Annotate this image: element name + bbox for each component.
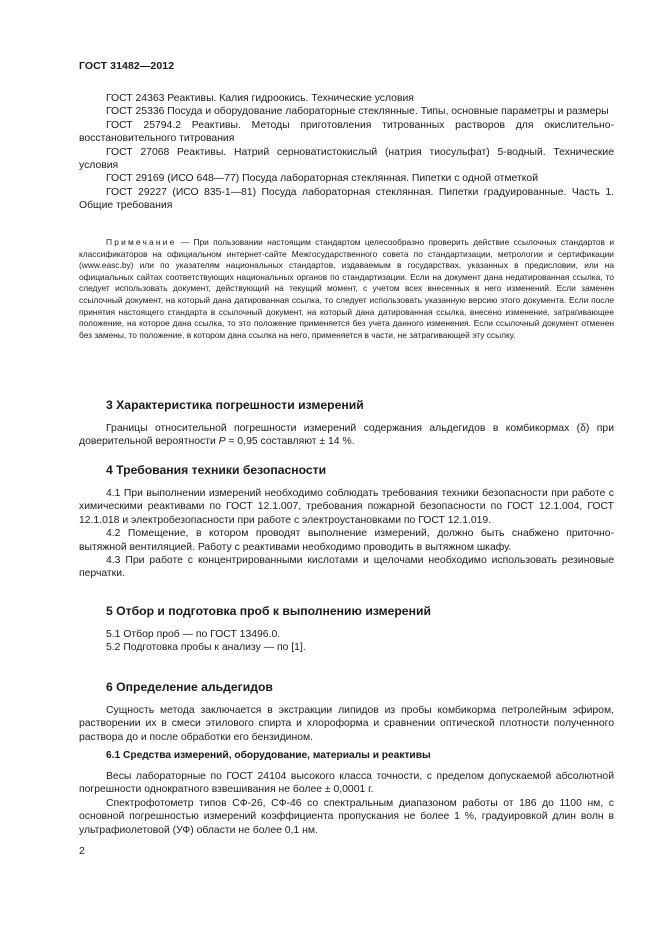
clause-5-1: 5.1 Отбор проб — по ГОСТ 13496.0. <box>106 629 281 640</box>
reference-item: ГОСТ 24363 Реактивы. Калия гидроокись. Технические условия <box>106 93 414 104</box>
clause-4-2: 4.2 Помещение, в котором проводят выполнение измерений, должно быть снабжено приточно-вытяжной вентиляцией. Работу с реактивами необходимо проводить в вытяжном шкафу. <box>79 528 614 553</box>
equipment-item: Весы лабораторные по ГОСТ 24104 высокого класса точности, с пределом допускаемой абсолютной погрешности однократного взвешивания не более ± 0,0001 г. <box>79 771 614 796</box>
document-header: ГОСТ 31482—2012 <box>79 60 175 72</box>
clause-4-3: 4.3 При работе с концентрированными кислотами и щелочами необходимо использовать резиновые перчатки. <box>79 555 614 580</box>
reference-item: ГОСТ 29169 (ИСО 648—77) Посуда лабораторная стеклянная. Пипетки с одной отметкой <box>106 173 539 185</box>
reference-item: ГОСТ 27068 Реактивы. Натрий серноватистокислый (натрия тиосульфат) 5-водный. Технические условия <box>79 146 614 172</box>
section-3-title: 3 Характеристика погрешности измерений <box>106 398 364 412</box>
section-3-body: Границы относительной погрешности измерений содержания альдегидов в комбикормах (δ) при доверительной вероятности P = 0,95 составляют ± 14 %. <box>79 423 614 448</box>
note-label: Примечание <box>106 237 177 247</box>
section-6-title: 6 Определение альдегидов <box>106 680 273 694</box>
reference-item: ГОСТ 25336 Посуда и оборудование лабораторные стеклянные. Типы, основные параметры и размеры <box>106 106 609 118</box>
clause-5-2: 5.2 Подготовка пробы к анализу — по [1]. <box>106 642 306 654</box>
section-5-body <box>79 628 614 655</box>
page-number: 2 <box>79 845 85 857</box>
clause-4-1: 4.1 При выполнении измерений необходимо соблюдать требования техники безопасности при работе с химическими реактивами по ГОСТ 12.1.007, требования пожарной безопасности по ГОСТ 12.1.004, ГОСТ 12.1.018 и электробезопасности при работе с электроустановками по ГОСТ 12.1.019. <box>79 488 614 526</box>
subsection-6-1-title: 6.1 Средства измерений, оборудование, материалы и реактивы <box>106 750 431 761</box>
section-5-title: 5 Отбор и подготовка проб к выполнению измерений <box>106 604 431 618</box>
reference-item: ГОСТ 25794.2 Реактивы. Методы приготовления титрованных растворов для окислительно-восстановительного титрования <box>79 119 614 145</box>
section-4-body <box>79 487 614 581</box>
section-4-title: 4 Требования техники безопасности <box>106 463 327 477</box>
note-text: — При пользовании настоящим стандартом целесообразно проверить действие ссылочных стандартов и классификаторов на официальном интернет-сайте Межгосударственного совета по стандартизации, метрологии и сертификации (www.easc.by) или по указателям национальных стандартов, издаваемым в государствах, указанных в предисловии, или на официальных сайтах соответствующих национальных органов по стандартизации. Если на документ дана недатированная ссылка, то следует использовать документ, действующий на текущий момент, с учетом всех внесенных в него изменений. Если заменен ссылочный документ, на который дана датированная ссылка, то следует использовать указанную версию этого документа. Если после принятия настоящего стандарта в ссылочный документ, на который дана датированная ссылка, внесено изменение, затрагивающее положение, на которое дана ссылка, то это положение применяется без учета данного изменения. Если ссылочный документ отменен без замены, то положение, в котором дана ссылка на него, применяется в части, не затрагивающей эту ссылку. <box>79 237 614 340</box>
reference-item: ГОСТ 29227 (ИСО 835-1—81) Посуда лабораторная стеклянная. Пипетки градуированные. Часть 1. Общие требования <box>79 186 614 212</box>
subsection-6-1-body <box>79 770 614 837</box>
references-note <box>79 237 614 341</box>
equipment-item: Спектрофотометр типов СФ-26, СФ-46 со спектральным диапазоном работы от 186 до 1100 нм, с основной погрешностью измерений коэффициента пропускания не более 1 %, градуировкой длин волн в ультрафиолетовой (УФ) области не более 0,1 нм. <box>79 797 614 836</box>
section-6-intro: Сущность метода заключается в экстракции липидов из пробы комбикорма петролейным эфиром, растворении их в смеси этилового спирта и хлороформа и сравнении оптической плотности полученного раствора до и после обработки его бензидином. <box>79 705 614 743</box>
normative-references-list <box>79 92 614 213</box>
